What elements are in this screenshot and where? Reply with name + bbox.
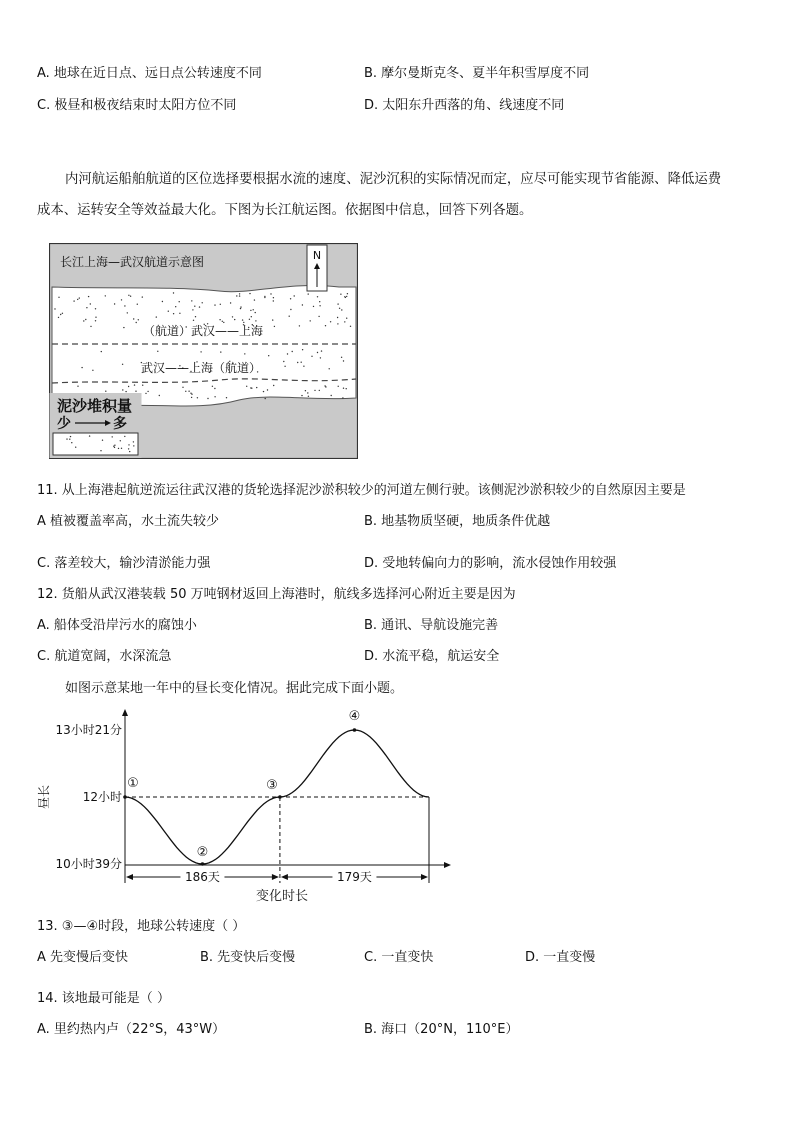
sediment-dot [188,391,189,392]
sediment-dot [289,316,290,317]
sediment-dot [301,395,302,396]
sediment-dot [145,393,146,394]
q11-option-a: A 植被覆盖率高，水土流失较少 [37,514,220,529]
sediment-dot [128,386,129,387]
sediment-dot [344,321,345,322]
sediment-dot [223,322,224,323]
sediment-dot [135,391,136,392]
q12-option-a: A. 船体受沿岸污水的腐蚀小 [37,618,197,633]
sediment-dot [214,304,215,305]
point-label: ① [127,776,139,791]
sediment-dot [239,293,240,294]
sediment-dot [249,293,250,294]
segment-length-label: 179天 [337,870,372,884]
sediment-dot [127,312,128,313]
sediment-dot [317,296,318,297]
sediment-dot [101,351,102,352]
sediment-dot [310,320,311,321]
segment-arrowhead-icon [126,874,133,880]
sediment-dot [137,304,138,305]
sediment-dot [347,293,348,294]
sediment-dot [212,386,213,387]
legend-dot [133,445,134,446]
chart-axes [122,709,451,868]
sediment-dot [329,368,330,369]
sediment-dot [95,317,96,318]
sediment-dot [173,313,174,314]
sediment-dot [179,313,180,314]
passage-shipping-line2: 成本、运转安全等效益最大化。下图为长江航运图。依据图中信息，回答下列各题。 [37,203,533,218]
sediment-dot [243,322,244,323]
sediment-dot [344,296,345,297]
sediment-dot [136,322,137,323]
q10-option-c: C. 极昼和极夜结束时太阳方位不同 [37,98,237,113]
sediment-dot [195,316,196,317]
legend-low-label: 少 [57,416,71,432]
sediment-dot [240,306,241,307]
sediment-dot [331,395,332,396]
sediment-dot [303,366,304,367]
legend-dot [112,436,113,437]
sediment-dot [263,391,264,392]
sediment-dot [294,295,295,296]
sediment-dot [346,318,347,319]
sediment-dot [220,351,221,352]
sediment-dot [249,319,250,320]
map-title: 长江上海—武汉航道示意图 [60,255,205,269]
q13-stem: 13. ③—④时段，地球公转速度（ ） [37,919,246,934]
sediment-dot [341,309,342,310]
legend-dot [133,441,134,442]
sediment-dot [79,297,80,298]
x-axis-title: 变化时长 [255,889,309,904]
sediment-dot [147,391,148,392]
q13-option-a: A 先变慢后变快 [37,950,129,965]
point-marker [123,795,127,799]
sediment-dot [173,292,174,293]
sediment-dot [283,361,284,362]
legend-dot [66,438,67,439]
legend-dot [128,444,129,445]
sediment-dot [92,370,93,371]
sediment-dot [337,303,338,304]
sediment-dot [73,300,74,301]
sediment-dot [337,317,338,318]
daylength-chart [30,705,470,910]
y-tick-label: 13小时21分 [55,723,122,737]
sediment-dot [255,312,256,313]
sediment-dot [302,349,303,350]
sediment-dot [191,300,192,301]
sediment-dot [317,352,318,353]
sediment-dot [214,388,215,389]
q11-stem: 11. 从上海港起航逆流运往武汉港的货轮选择泥沙淤积较少的河道左侧行驶。该侧泥沙淤积较少的自然原因主要是 [37,483,686,498]
q14-option-a: A. 里约热内卢（22°S，43°W） [37,1022,226,1037]
sediment-dot [284,366,285,367]
sediment-dot [199,306,200,307]
sediment-dot [307,392,308,393]
sediment-dot [343,360,344,361]
sediment-dot [264,296,265,297]
sediment-dot [240,308,241,309]
sediment-dot [320,357,321,358]
sediment-dot [268,355,269,356]
sediment-dot [265,398,266,399]
sediment-dot [321,350,322,351]
river-map-figure [49,243,358,459]
sediment-dot [162,301,163,302]
sediment-dot [287,353,288,354]
sediment-dot [95,320,96,321]
legend-dot [113,446,114,447]
sediment-dot [220,304,221,305]
q13-option-d: D. 一直变慢 [525,950,596,965]
sediment-dot [346,296,347,297]
sediment-dot [246,386,247,387]
legend-dot [120,440,121,441]
q11-option-c: C. 落差较大，输沙清淤能力强 [37,556,211,571]
sediment-dot [255,320,256,321]
sediment-dot [86,307,87,308]
sediment-dot [95,308,96,309]
sediment-dot [88,296,89,297]
y-axis-title: 昼长 [37,784,51,810]
sediment-dot [330,321,331,322]
sediment-dot [134,384,135,385]
sediment-dot [157,351,158,352]
legend-dot [114,445,115,446]
sediment-dot [219,319,220,320]
sediment-dot [242,319,243,320]
sediment-dot [319,301,320,302]
sediment-dot [194,306,195,307]
y-tick-label: 10小时39分 [55,857,122,871]
sediment-dot [77,386,78,387]
legend-dot [124,436,125,437]
sediment-dot [232,316,233,317]
y-tick-label: 12小时 [82,790,122,804]
sediment-dot [250,387,251,388]
sediment-dot [273,297,274,298]
q13-option-b: B. 先变快后变慢 [200,950,296,965]
sediment-dot [105,295,106,296]
sediment-dot [314,390,315,391]
point-marker [278,795,282,799]
legend-dot [114,447,115,448]
sediment-dot [254,299,255,300]
sediment-dot [305,390,306,391]
sediment-dot [313,306,314,307]
segment-length-label: 186天 [185,870,220,884]
sediment-dot [308,396,309,397]
sediment-dot [318,316,319,317]
sediment-dot [142,385,143,386]
x-axis-arrow-icon [444,862,451,868]
q14-option-b: B. 海口（20°N，110°E） [364,1022,519,1037]
legend-dot [100,450,101,451]
sediment-dot [346,388,347,389]
lower-channel-label: 武汉——上海（航道） [141,361,262,375]
point-label: ③ [266,778,278,793]
sediment-dot [175,306,176,307]
sediment-dot [325,325,326,326]
q13-option-c: C. 一直变快 [364,950,434,965]
q12-option-b: B. 通讯、导航设施完善 [364,618,499,633]
sediment-dot [292,351,293,352]
sediment-dot [341,357,342,358]
sediment-dot [343,388,344,389]
legend-dot [70,436,71,437]
legend-dot [75,447,76,448]
sediment-dot [90,326,91,327]
sediment-dot [159,395,160,396]
sediment-dot [234,319,235,320]
sediment-dot [58,297,59,298]
sediment-dot [130,296,131,297]
sediment-dot [156,316,157,317]
point-label: ④ [348,709,361,724]
sediment-dot [114,303,115,304]
sediment-dot [85,319,86,320]
sediment-dot [191,397,192,398]
legend-title: 泥沙堆积量 [57,397,133,415]
sediment-dot [290,298,291,299]
sediment-dot [202,302,203,303]
sediment-dot [236,295,237,296]
sediment-dot [62,313,63,314]
chart-labels [37,709,372,904]
sediment-dot [182,387,183,388]
q11-option-d: D. 受地转偏向力的影响，流水侵蚀作用较强 [364,556,617,571]
upper-channel-label: （航道）武汉——上海 [143,324,264,338]
sediment-dot [207,398,208,399]
legend-dot [128,448,129,449]
sediment-dot [191,394,192,395]
sediment-dot [350,326,351,327]
segment-arrowhead-icon [272,874,279,880]
sediment-dot [272,319,273,320]
sediment-dot [58,317,59,318]
legend-dot [102,440,103,441]
north-label: N [312,249,322,262]
sediment-dot [197,397,198,398]
sediment-dot [54,308,55,309]
sediment-dot [192,309,193,310]
legend-dot [121,448,122,449]
sediment-dot [81,367,82,368]
q10-option-b: B. 摩尔曼斯克冬、夏半年积雪厚度不同 [364,66,590,81]
segment-arrowhead-icon [281,874,288,880]
sediment-dot [83,320,84,321]
sediment-dot [179,301,180,302]
q12-option-c: C. 航道宽阔，水深流急 [37,649,172,664]
sediment-dot [308,293,309,294]
q11-option-b: B. 地基物质坚硬，地质条件优越 [364,514,551,529]
legend-dot [71,442,72,443]
sediment-dot [302,304,303,305]
sediment-dot [60,314,61,315]
y-axis-arrow-icon [122,709,128,716]
sediment-dot [121,299,122,300]
sediment-dot [230,302,231,303]
sediment-dot [297,362,298,363]
sediment-dot [105,391,106,392]
sediment-dot [267,389,268,390]
sediment-dot [256,387,257,388]
river-body [52,285,356,406]
point-label: ② [196,845,209,860]
sediment-dot [301,362,302,363]
sediment-dot [77,299,78,300]
sediment-dot [125,391,126,392]
q10-option-d: D. 太阳东升西落的角、线速度不同 [364,98,565,113]
sediment-dot [124,305,125,306]
passage-shipping-line1: 内河航运船舶航道的区位选择要根据水流的速度、泥沙沉积的实际情况而定，应尽可能实现节省能源、降低运费 [65,172,722,187]
sediment-dot [273,385,274,386]
sediment-dot [325,386,326,387]
sediment-dot [319,390,320,391]
sediment-dot [239,295,240,296]
q14-stem: 14. 该地最可能是（ ） [37,991,170,1006]
sediment-dot [138,319,139,320]
sediment-dot [214,396,215,397]
q12-option-d: D. 水流平稳，航运安全 [364,649,500,664]
chart-marks [123,728,429,883]
sediment-dot [274,326,275,327]
sediment-dot [338,386,339,387]
sediment-dot [90,303,91,304]
sediment-dot [340,294,341,295]
q10-option-a: A. 地球在近日点、远日点公转速度不同 [37,66,262,81]
sediment-dot [168,311,169,312]
segment-arrowhead-icon [421,874,428,880]
sediment-dot [222,321,223,322]
sediment-dot [142,296,143,297]
legend-dot [69,439,70,440]
sediment-dot [133,318,134,319]
sediment-dot [299,325,300,326]
point-marker [201,862,205,866]
legend-dot [118,448,119,449]
sediment-dot [319,305,320,306]
sediment-dot [128,295,129,296]
sediment-dot [123,327,124,328]
sediment-dot [122,389,123,390]
legend-high-label: 多 [113,416,127,432]
sediment-dot [253,309,254,310]
sediment-dot [122,364,123,365]
legend-dot [129,451,130,452]
sediment-dot [337,323,338,324]
sediment-dot [193,320,194,321]
passage-daylength: 如图示意某地一年中的昼长变化情况。据此完成下面小题。 [65,681,404,696]
legend-dot [89,435,90,436]
sediment-dot [270,293,271,294]
sediment-dot [226,397,227,398]
q12-stem: 12. 货船从武汉港装载 50 万吨钢材返回上海港时，航线多选择河心附近主要是因为 [37,587,516,602]
sediment-dot [273,300,274,301]
sediment-dot [185,391,186,392]
sediment-dot [250,310,251,311]
sediment-dot [251,316,252,317]
sediment-dot [200,351,201,352]
point-marker [353,728,357,732]
sediment-dot [342,397,343,398]
sediment-dot [190,393,191,394]
sediment-dot [290,309,291,310]
sediment-dot [244,353,245,354]
sediment-dot [311,356,312,357]
sediment-dot [339,308,340,309]
